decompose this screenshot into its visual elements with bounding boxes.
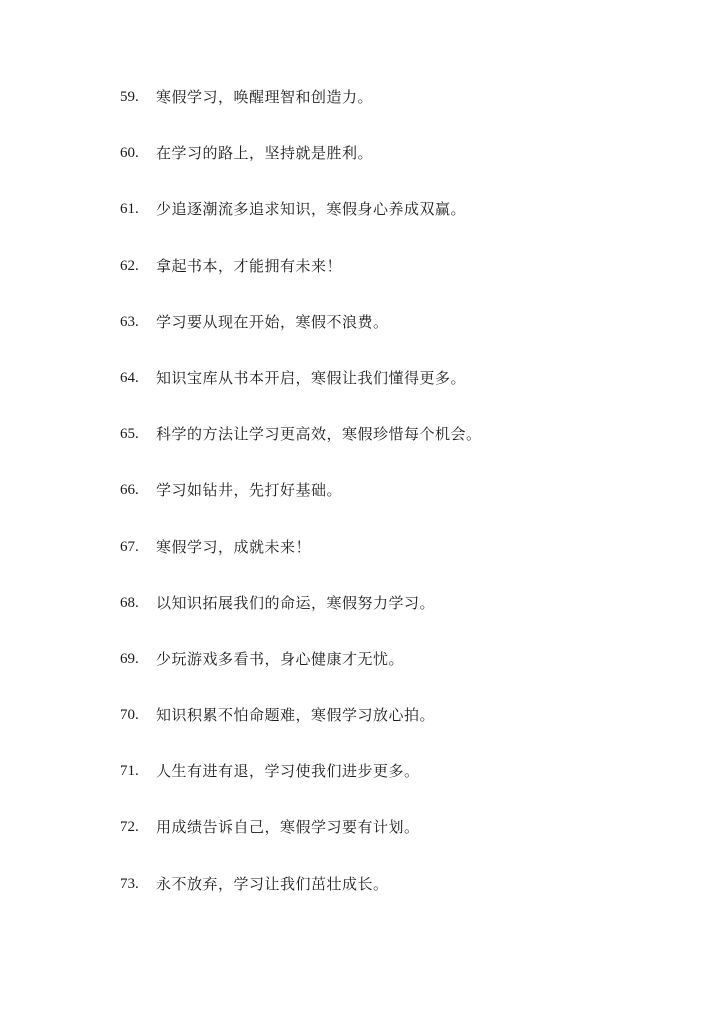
- list-item: [120, 255, 482, 311]
- item-number: 61.: [120, 201, 139, 218]
- item-number: 63.: [120, 313, 139, 330]
- item-number: 71.: [120, 763, 139, 780]
- item-text: 少追逐潮流多追求知识，寒假身心养成双赢。: [156, 200, 467, 219]
- item-number: 67.: [120, 538, 139, 555]
- item-number: 62.: [120, 257, 139, 274]
- item-text: 在学习的路上，坚持就是胜利。: [156, 144, 374, 163]
- item-text: 永不放弃，学习让我们茁壮成长。: [156, 874, 389, 893]
- item-text: 学习如钻井，先打好基础。: [156, 481, 343, 500]
- list-item: [120, 311, 482, 367]
- item-text: 以知识拓展我们的命运，寒假努力学习。: [156, 593, 436, 612]
- list-item: [120, 704, 482, 760]
- item-number: 60.: [120, 145, 139, 162]
- item-number: 66.: [120, 482, 139, 499]
- slogan-list: [120, 86, 482, 929]
- list-item: [120, 198, 482, 254]
- list-item: [120, 142, 482, 198]
- item-text: 学习要从现在开始，寒假不浪费。: [156, 312, 389, 331]
- item-number: 69.: [120, 650, 139, 667]
- list-item: [120, 873, 482, 929]
- item-number: 70.: [120, 707, 139, 724]
- item-number: 72.: [120, 819, 139, 836]
- item-text: 少玩游戏多看书，身心健康才无忧。: [156, 649, 405, 668]
- item-number: 64.: [120, 369, 139, 386]
- item-number: 59.: [120, 89, 139, 105]
- item-text: 知识宝库从书本开启，寒假让我们懂得更多。: [156, 368, 467, 387]
- item-text: 人生有进有退，学习使我们进步更多。: [156, 762, 420, 781]
- item-text: 拿起书本，才能拥有未来！: [156, 256, 343, 275]
- item-number: 73.: [120, 875, 139, 892]
- list-item: [120, 367, 482, 423]
- list-item: [120, 479, 482, 535]
- item-number: 65.: [120, 426, 139, 443]
- item-number: 68.: [120, 594, 139, 611]
- item-text: 知识积累不怕命题难，寒假学习放心拍。: [156, 706, 436, 725]
- list-item: [120, 816, 482, 872]
- list-item: [120, 760, 482, 816]
- list-item: [120, 648, 482, 704]
- list-item: [120, 536, 482, 592]
- list-item: [120, 592, 482, 648]
- list-item: [120, 86, 482, 142]
- item-text: 科学的方法让学习更高效，寒假珍惜每个机会。: [156, 425, 482, 444]
- item-text: 寒假学习，唤醒理智和创造力。: [156, 88, 374, 106]
- list-item: [120, 423, 482, 479]
- item-text: 寒假学习，成就未来！: [156, 537, 312, 556]
- item-text: 用成绩告诉自己，寒假学习要有计划。: [156, 818, 420, 837]
